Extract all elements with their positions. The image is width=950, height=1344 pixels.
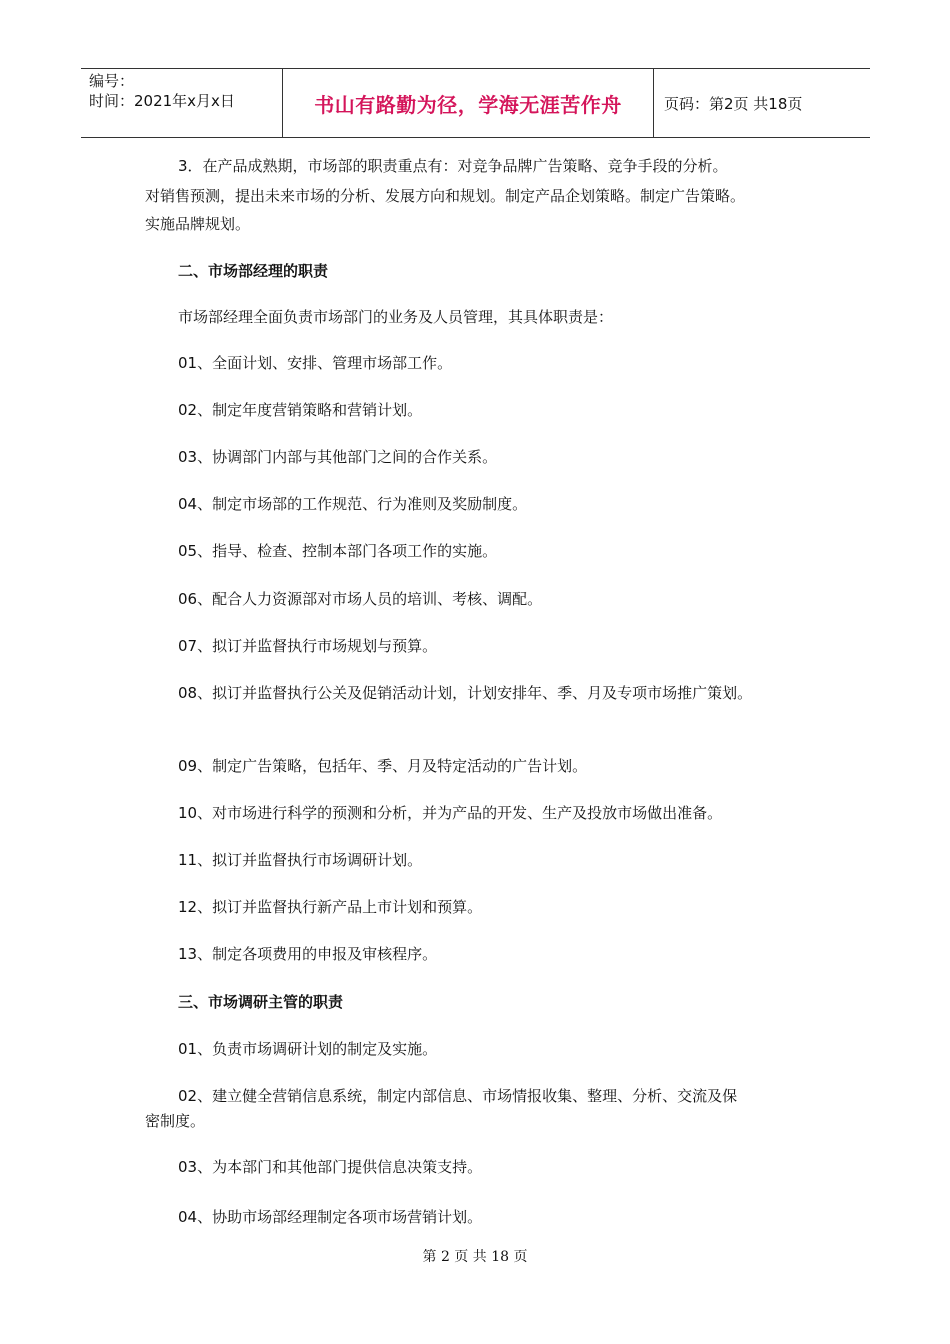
paragraph-line: 对销售预测，提出未来市场的分析、发展方向和规划。制定产品企划策略。制定广告策略。	[145, 187, 746, 205]
list-item: 05、指导、检查、控制本部门各项工作的实施。	[178, 542, 498, 560]
paragraph-line: 3．在产品成熟期，市场部的职责重点有：对竞争品牌广告策略、竞争手段的分析。	[178, 157, 728, 175]
paragraph-line: 密制度。	[145, 1112, 206, 1130]
page-footer: 第 2 页 共 18 页	[422, 1249, 528, 1265]
time-label: 时间：2021年x月x日	[89, 92, 235, 110]
list-item: 03、协调部门内部与其他部门之间的合作关系。	[178, 448, 498, 466]
list-item: 07、拟订并监督执行市场规划与预算。	[178, 637, 438, 655]
header-motto: 书山有路勤为径，学海无涯苦作舟	[282, 69, 654, 137]
list-item: 03、为本部门和其他部门提供信息决策支持。	[178, 1158, 483, 1176]
list-item: 01、全面计划、安排、管理市场部工作。	[178, 354, 453, 372]
paragraph-line: 市场部经理全面负责市场部门的业务及人员管理，其具体职责是：	[178, 308, 614, 326]
list-item: 04、协助市场部经理制定各项市场营销计划。	[178, 1208, 483, 1226]
number-label: 编号：	[89, 72, 135, 90]
list-item: 10、对市场进行科学的预测和分析，并为产品的开发、生产及投放市场做出准备。	[178, 804, 723, 822]
list-item: 04、制定市场部的工作规范、行为准则及奖励制度。	[178, 495, 528, 513]
list-item: 09、制定广告策略，包括年、季、月及特定活动的广告计划。	[178, 757, 588, 775]
section-heading: 二、市场部经理的职责	[178, 262, 329, 280]
page-header	[81, 68, 870, 138]
section-heading: 三、市场调研主管的职责	[178, 993, 344, 1011]
list-item: 12、拟订并监督执行新产品上市计划和预算。	[178, 898, 483, 916]
list-item: 02、制定年度营销策略和营销计划。	[178, 401, 423, 419]
list-item: 02、建立健全营销信息系统，制定内部信息、市场情报收集、整理、分析、交流及保	[178, 1087, 738, 1105]
list-item: 08、拟订并监督执行公关及促销活动计划，计划安排年、季、月及专项市场推广策划。	[178, 684, 753, 702]
header-meta	[81, 69, 282, 137]
list-item: 13、制定各项费用的申报及审核程序。	[178, 945, 438, 963]
header-page-label: 页码：第2页 共18页	[664, 94, 803, 113]
list-item: 11、拟订并监督执行市场调研计划。	[178, 851, 423, 869]
paragraph-line: 实施品牌规划。	[145, 215, 251, 233]
list-item: 06、配合人力资源部对市场人员的培训、考核、调配。	[178, 590, 543, 608]
list-item: 01、负责市场调研计划的制定及实施。	[178, 1040, 438, 1058]
